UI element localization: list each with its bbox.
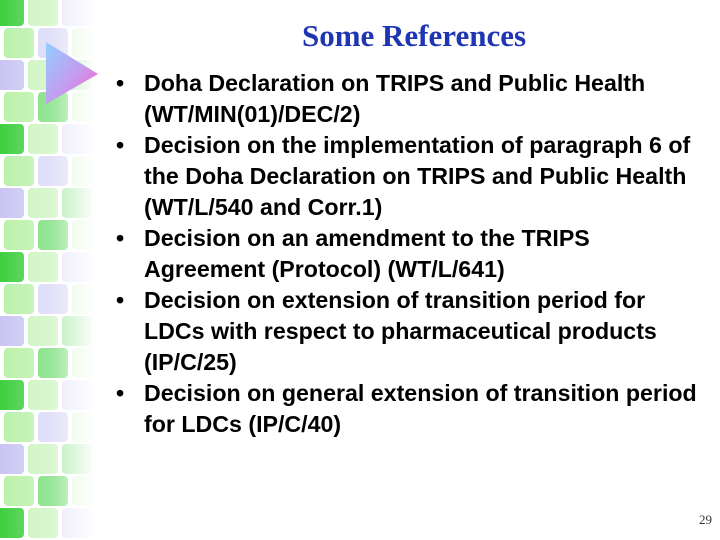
- list-item: • Decision on general extension of transition period for LDCs (IP/C/40): [116, 380, 697, 437]
- list-item: • Doha Declaration on TRIPS and Public Health (WT/MIN(01)/DEC/2): [116, 70, 646, 127]
- list-item-text: Decision on extension of transition period for LDCs with respect to pharmaceutical products (IP/C/25): [144, 287, 657, 375]
- slide-title: Some References: [301, 18, 527, 53]
- list-item: • Decision on an amendment to the TRIPS Agreement (Protocol) (WT/L/641): [116, 225, 590, 282]
- reference-list: [112, 68, 712, 440]
- list-item-text: Decision on the implementation of paragraph 6 of the Doha Declaration on TRIPS and Public Health (WT/L/540 and Corr.1): [144, 132, 691, 220]
- list-item-text: Decision on general extension of transition period for LDCs (IP/C/40): [144, 380, 697, 437]
- page-number: 29: [699, 512, 712, 527]
- list-item-text: Decision on an amendment to the TRIPS Agreement (Protocol) (WT/L/641): [144, 225, 590, 282]
- list-item: • Decision on the implementation of paragraph 6 of the Doha Declaration on TRIPS and Public Health (WT/L/540 and Corr.1): [116, 132, 691, 220]
- list-item: • Decision on extension of transition period for LDCs with respect to pharmaceutical products (IP/C/25): [116, 287, 657, 375]
- list-item-text: Doha Declaration on TRIPS and Public Health (WT/MIN(01)/DEC/2): [144, 70, 646, 127]
